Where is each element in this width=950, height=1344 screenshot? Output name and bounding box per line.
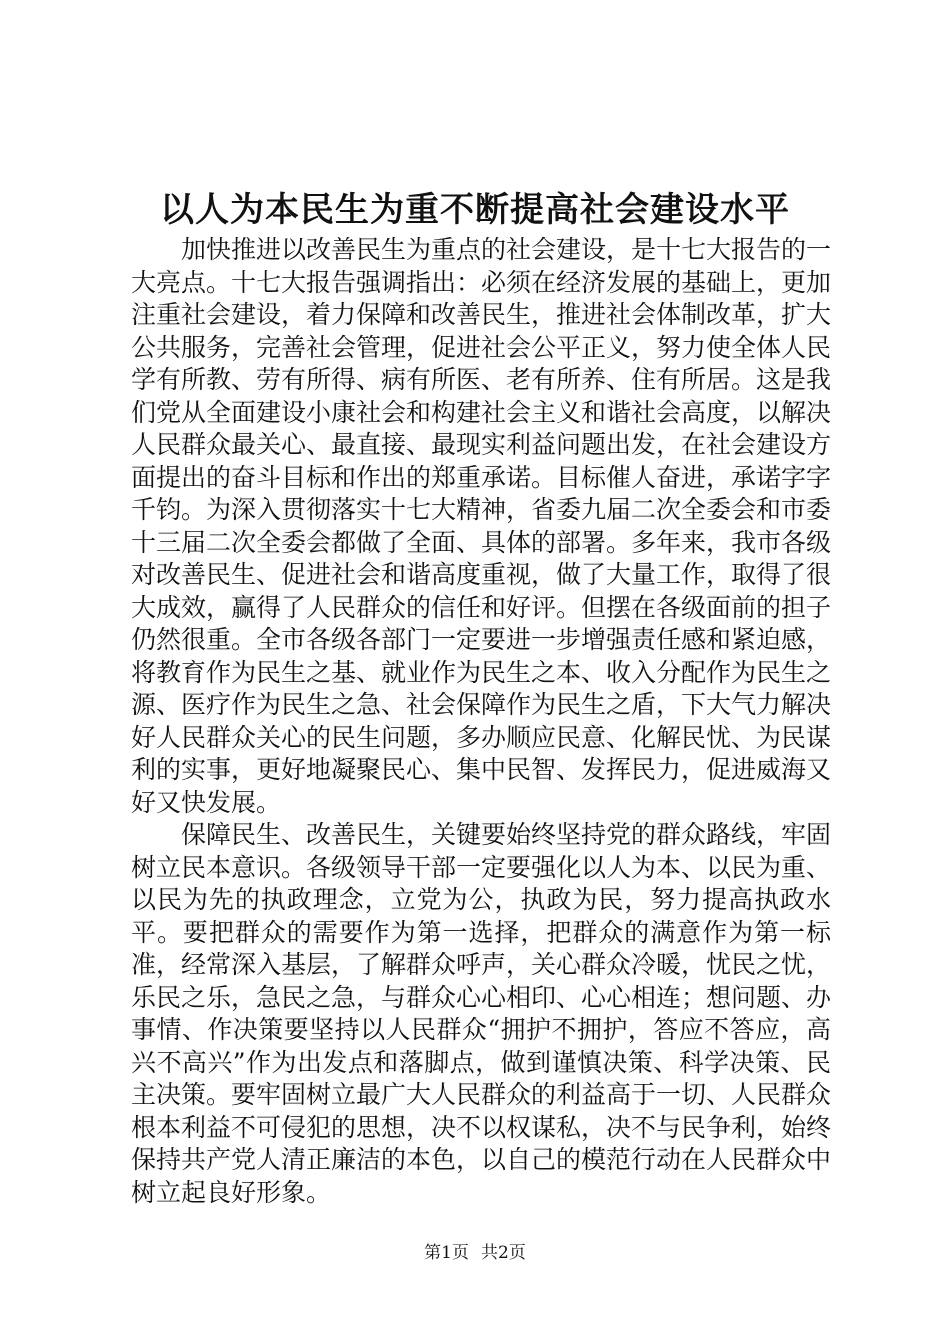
- document-title: 以人为本民生为重不断提高社会建设水平: [160, 190, 790, 230]
- paragraph-2: 保障民生、改善民生，关键要始终坚持党的群众路线，牢固树立民本意识。各级领导干部一定要强化以人为本、以民为重、以民为先的执政理念，立党为公，执政为民，努力提高执政水平。要把群众的需要作为第一选择，把群众的满意作为第一标准，经常深入基层，了解群众呼声，关心群众冷暖，忧民之忧，乐民之乐，急民之急，与群众心心相印、心心相连；想问题、办事情、作决策要坚持以人民群众“拥护不拥护，答应不答应，高兴不高兴”作为出发点和落脚点，做到谨慎决策、科学决策、民主决策。要牢固树立最广大人民群众的利益高于一切、人民群众根本利益不可侵犯的思想，决不以权谋私，决不与民争利，始终保持共产党人清正廉洁的本色，以自己的模范行动在人民群众中树立起良好形象。: [131, 820, 832, 1207]
- page-footer: [0, 1242, 950, 1264]
- page-number: 第1页: [424, 1243, 469, 1263]
- paragraph-1: 加快推进以改善民生为重点的社会建设，是十七大报告的一大亮点。十七大报告强调指出：必须在经济发展的基础上，更加注重社会建设，着力保障和改善民生，推进社会体制改革，扩大公共服务，完善社会管理，促进社会公平正义，努力使全体人民学有所教、劳有所得、病有所医、老有所养、住有所居。这是我们党从全面建设小康社会和构建社会主义和谐社会高度，以解决人民群众最关心、最直接、最现实利益问题出发，在社会建设方面提出的奋斗目标和作出的郑重承诺。目标催人奋进，承诺字字千钧。为深入贯彻落实十七大精神，省委九届二次全委会和市委十三届二次全委会都做了全面、具体的部署。多年来，我市各级对改善民生、促进社会和谐高度重视，做了大量工作，取得了很大成效，赢得了人民群众的信任和好评。但摆在各级面前的担子仍然很重。全市各级各部门一定要进一步增强责任感和紧迫感，将教育作为民生之基、就业作为民生之本、收入分配作为民生之源、医疗作为民生之急、社会保障作为民生之盾，下大气力解决好人民群众关心的民生问题，多办顺应民意、化解民忧、为民谋利的实事，更好地凝聚民心、集中民智、发挥民力，促进威海又好又快发展。: [131, 235, 832, 817]
- document-body: [131, 234, 831, 1209]
- page-total: 共2页: [481, 1243, 526, 1263]
